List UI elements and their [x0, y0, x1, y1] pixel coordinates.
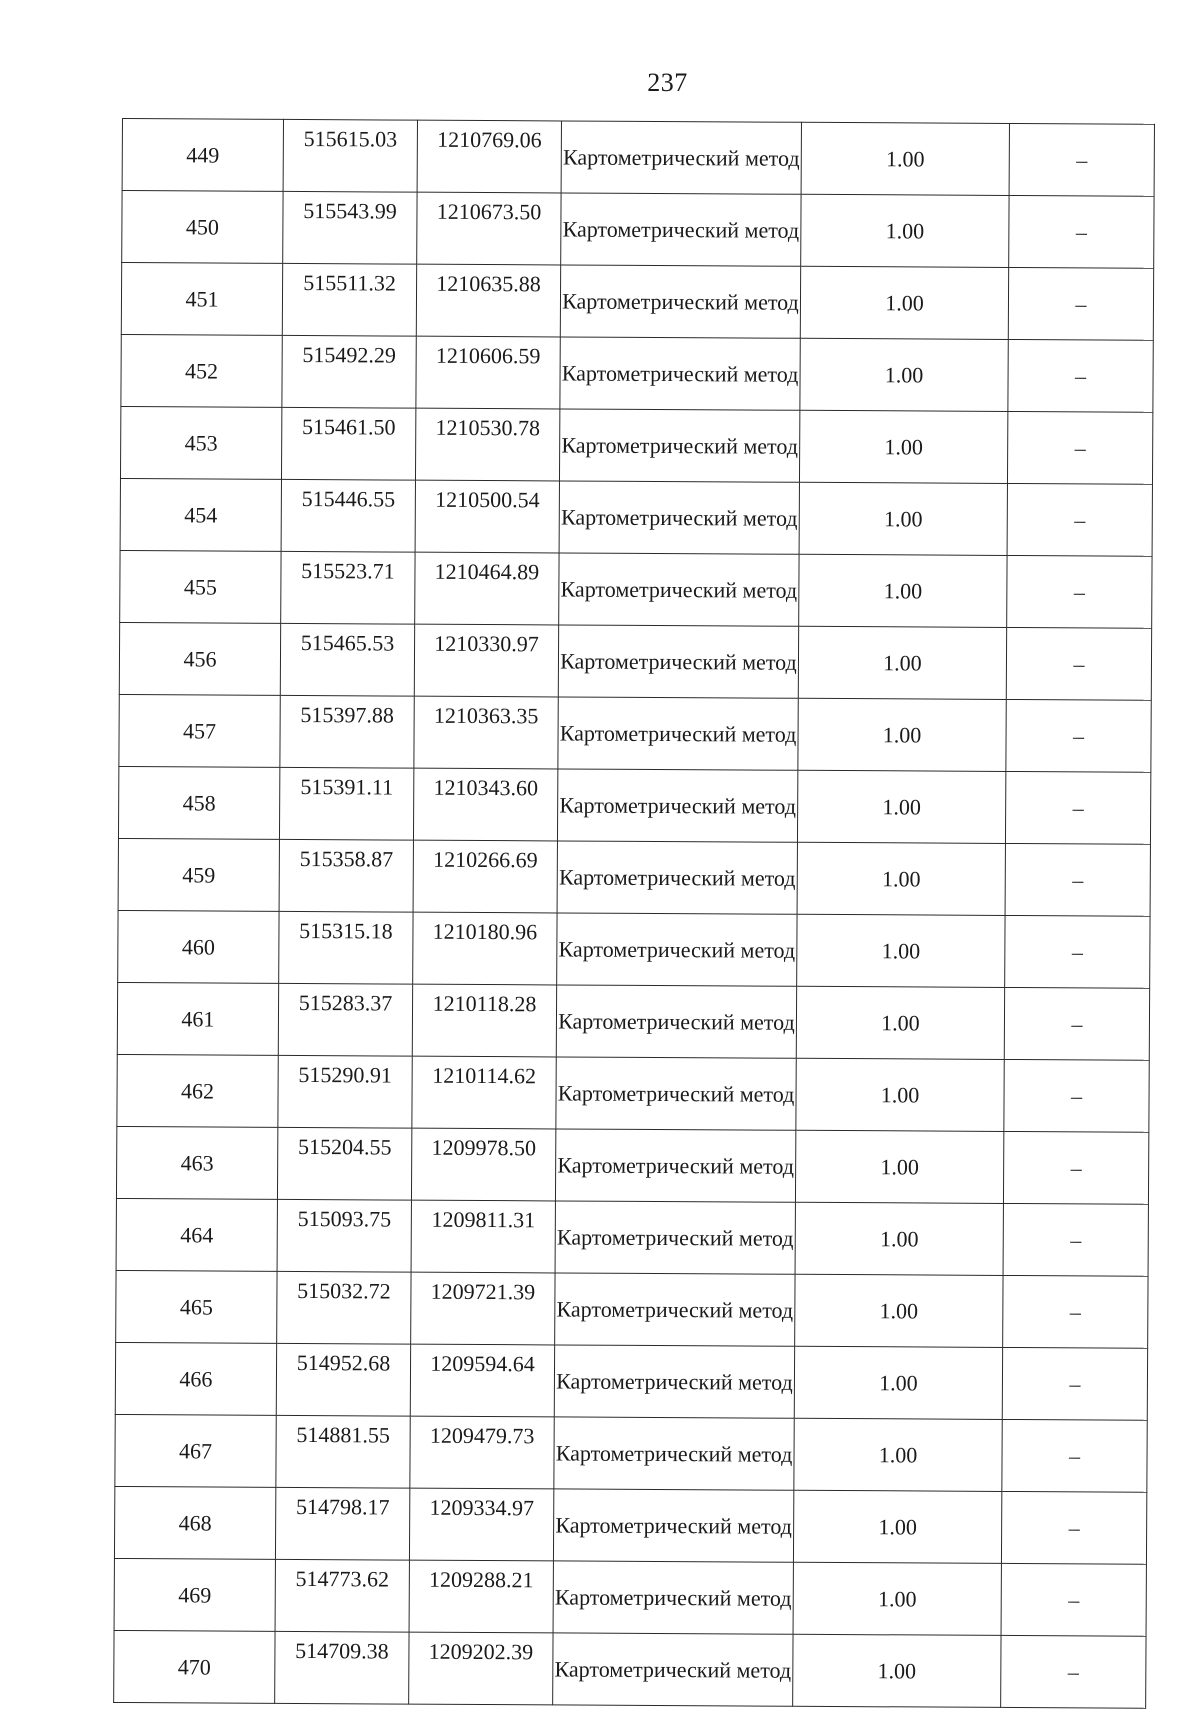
x-coordinate-cell: 515615.03: [283, 119, 417, 192]
y-coordinate-cell: 1210464.89: [415, 552, 559, 625]
table-row: [120, 550, 1152, 628]
table-row: [117, 982, 1149, 1060]
accuracy-cell: 1.00: [801, 194, 1009, 267]
method-cell: Картометрический метод: [557, 841, 797, 914]
note-cell: –: [1007, 483, 1152, 556]
note-cell: –: [1007, 555, 1152, 628]
x-coordinate-cell: 515032.72: [277, 1271, 411, 1344]
x-coordinate-cell: 515204.55: [277, 1127, 411, 1200]
point-number-cell: 455: [120, 550, 281, 623]
accuracy-cell: 1.00: [799, 410, 1007, 483]
y-coordinate-cell: 1209479.73: [410, 1416, 554, 1489]
accuracy-cell: 1.00: [799, 482, 1007, 555]
page-number: 237: [647, 68, 688, 97]
accuracy-cell: 1.00: [801, 122, 1009, 195]
x-coordinate-cell: 514881.55: [276, 1415, 410, 1488]
x-coordinate-cell: 514798.17: [275, 1487, 409, 1560]
coordinates-table-body: [114, 119, 1155, 1709]
x-coordinate-cell: 515465.53: [280, 623, 414, 696]
method-cell: Картометрический метод: [560, 337, 800, 410]
point-number-cell: 452: [121, 334, 282, 407]
x-coordinate-cell: 515290.91: [278, 1055, 412, 1128]
method-cell: Картометрический метод: [561, 121, 801, 194]
table-row: [116, 1198, 1148, 1276]
point-number-cell: 469: [114, 1558, 275, 1631]
y-coordinate-cell: 1210180.96: [413, 912, 557, 985]
note-cell: –: [1003, 1203, 1148, 1276]
note-cell: –: [1008, 339, 1153, 412]
method-cell: Картометрический метод: [560, 265, 800, 338]
table-row: [118, 910, 1150, 988]
table-row: [115, 1414, 1147, 1492]
y-coordinate-cell: 1209811.31: [411, 1200, 555, 1273]
method-cell: Картометрический метод: [554, 1345, 794, 1418]
table-row: [117, 1054, 1149, 1132]
y-coordinate-cell: 1210635.88: [416, 264, 560, 337]
accuracy-cell: 1.00: [798, 698, 1006, 771]
y-coordinate-cell: 1210114.62: [412, 1056, 556, 1129]
accuracy-cell: 1.00: [799, 554, 1007, 627]
x-coordinate-cell: 515283.37: [278, 983, 412, 1056]
y-coordinate-cell: 1210343.60: [413, 768, 557, 841]
note-cell: –: [1002, 1419, 1147, 1492]
accuracy-cell: 1.00: [800, 266, 1008, 339]
x-coordinate-cell: 515315.18: [279, 911, 413, 984]
x-coordinate-cell: 515461.50: [281, 407, 415, 480]
y-coordinate-cell: 1210500.54: [415, 480, 559, 553]
table-row: [121, 334, 1153, 412]
note-cell: –: [1002, 1347, 1147, 1420]
method-cell: Картометрический метод: [556, 985, 796, 1058]
point-number-cell: 457: [119, 694, 280, 767]
accuracy-cell: 1.00: [794, 1418, 1002, 1491]
point-number-cell: 454: [120, 478, 281, 551]
x-coordinate-cell: 515397.88: [280, 695, 414, 768]
table-row: [119, 622, 1151, 700]
x-coordinate-cell: 514709.38: [275, 1631, 409, 1704]
note-cell: –: [1003, 1131, 1148, 1204]
x-coordinate-cell: 515543.99: [283, 191, 417, 264]
accuracy-cell: 1.00: [794, 1346, 1002, 1419]
note-cell: –: [1008, 267, 1153, 340]
table-row: [116, 1270, 1148, 1348]
table-row: [115, 1342, 1147, 1420]
accuracy-cell: 1.00: [796, 1058, 1004, 1131]
y-coordinate-cell: 1210673.50: [417, 192, 561, 265]
coordinates-table: [113, 118, 1155, 1709]
method-cell: Картометрический метод: [553, 1633, 793, 1706]
x-coordinate-cell: 515093.75: [277, 1199, 411, 1272]
method-cell: Картометрический метод: [559, 409, 799, 482]
point-number-cell: 465: [116, 1270, 277, 1343]
accuracy-cell: 1.00: [793, 1490, 1001, 1563]
point-number-cell: 459: [118, 838, 279, 911]
x-coordinate-cell: 515511.32: [282, 263, 416, 336]
method-cell: Картометрический метод: [557, 913, 797, 986]
point-number-cell: 458: [118, 766, 279, 839]
point-number-cell: 463: [116, 1126, 277, 1199]
method-cell: Картометрический метод: [558, 625, 798, 698]
method-cell: Картометрический метод: [554, 1417, 794, 1490]
x-coordinate-cell: 515391.11: [279, 767, 413, 840]
note-cell: –: [1009, 123, 1154, 196]
table-row: [120, 478, 1152, 556]
accuracy-cell: 1.00: [795, 1274, 1003, 1347]
accuracy-cell: 1.00: [793, 1634, 1001, 1707]
accuracy-cell: 1.00: [797, 842, 1005, 915]
method-cell: Картометрический метод: [553, 1489, 793, 1562]
x-coordinate-cell: 514952.68: [276, 1343, 410, 1416]
point-number-cell: 466: [115, 1342, 276, 1415]
y-coordinate-cell: 1210330.97: [414, 624, 558, 697]
accuracy-cell: 1.00: [800, 338, 1008, 411]
table-row: [121, 263, 1153, 341]
method-cell: Картометрический метод: [557, 769, 797, 842]
point-number-cell: 467: [115, 1414, 276, 1487]
table-row: [119, 694, 1151, 772]
method-cell: Картометрический метод: [559, 553, 799, 626]
table-row: [116, 1126, 1148, 1204]
point-number-cell: 464: [116, 1198, 277, 1271]
method-cell: Картометрический метод: [559, 481, 799, 554]
table-row: [114, 1558, 1146, 1636]
y-coordinate-cell: 1210530.78: [415, 408, 559, 481]
table-row: [122, 191, 1154, 269]
y-coordinate-cell: 1210606.59: [416, 336, 560, 409]
y-coordinate-cell: 1209721.39: [411, 1272, 555, 1345]
point-number-cell: 451: [121, 263, 282, 336]
note-cell: –: [1005, 771, 1150, 844]
point-number-cell: 453: [120, 406, 281, 479]
y-coordinate-cell: 1209334.97: [409, 1488, 553, 1561]
point-number-cell: 468: [114, 1486, 275, 1559]
method-cell: Картометрический метод: [558, 697, 798, 770]
x-coordinate-cell: 515358.87: [279, 839, 413, 912]
method-cell: Картометрический метод: [555, 1273, 795, 1346]
method-cell: Картометрический метод: [556, 1057, 796, 1130]
y-coordinate-cell: 1209978.50: [411, 1128, 555, 1201]
note-cell: –: [1001, 1635, 1146, 1708]
table-row: [118, 766, 1150, 844]
x-coordinate-cell: 515446.55: [281, 479, 415, 552]
table-row: [122, 119, 1154, 197]
method-cell: Картометрический метод: [555, 1201, 795, 1274]
method-cell: Картометрический метод: [555, 1129, 795, 1202]
y-coordinate-cell: 1210266.69: [413, 840, 557, 913]
accuracy-cell: 1.00: [797, 770, 1005, 843]
y-coordinate-cell: 1210363.35: [414, 696, 558, 769]
method-cell: Картометрический метод: [553, 1561, 793, 1634]
point-number-cell: 470: [114, 1630, 275, 1703]
point-number-cell: 450: [122, 191, 283, 264]
note-cell: –: [1007, 411, 1152, 484]
accuracy-cell: 1.00: [798, 626, 1006, 699]
note-cell: –: [1006, 699, 1151, 772]
point-number-cell: 461: [117, 982, 278, 1055]
note-cell: –: [1001, 1491, 1146, 1564]
note-cell: –: [1009, 195, 1154, 268]
accuracy-cell: 1.00: [793, 1562, 1001, 1635]
x-coordinate-cell: 514773.62: [275, 1559, 409, 1632]
table-row: [118, 838, 1150, 916]
note-cell: –: [1005, 843, 1150, 916]
table-row: [114, 1486, 1146, 1564]
accuracy-cell: 1.00: [796, 986, 1004, 1059]
point-number-cell: 462: [117, 1054, 278, 1127]
point-number-cell: 449: [122, 119, 283, 192]
note-cell: –: [1004, 1059, 1149, 1132]
accuracy-cell: 1.00: [795, 1202, 1003, 1275]
y-coordinate-cell: 1209202.39: [409, 1632, 553, 1705]
x-coordinate-cell: 515523.71: [281, 551, 415, 624]
accuracy-cell: 1.00: [795, 1130, 1003, 1203]
accuracy-cell: 1.00: [797, 914, 1005, 987]
note-cell: –: [1006, 627, 1151, 700]
y-coordinate-cell: 1209594.64: [410, 1344, 554, 1417]
note-cell: –: [1004, 987, 1149, 1060]
x-coordinate-cell: 515492.29: [282, 335, 416, 408]
note-cell: –: [1001, 1563, 1146, 1636]
table-row: [120, 406, 1152, 484]
point-number-cell: 460: [118, 910, 279, 983]
y-coordinate-cell: 1209288.21: [409, 1560, 553, 1633]
method-cell: Картометрический метод: [561, 193, 801, 266]
note-cell: –: [1005, 915, 1150, 988]
note-cell: –: [1003, 1275, 1148, 1348]
y-coordinate-cell: 1210769.06: [417, 120, 561, 193]
point-number-cell: 456: [119, 622, 280, 695]
y-coordinate-cell: 1210118.28: [412, 984, 556, 1057]
